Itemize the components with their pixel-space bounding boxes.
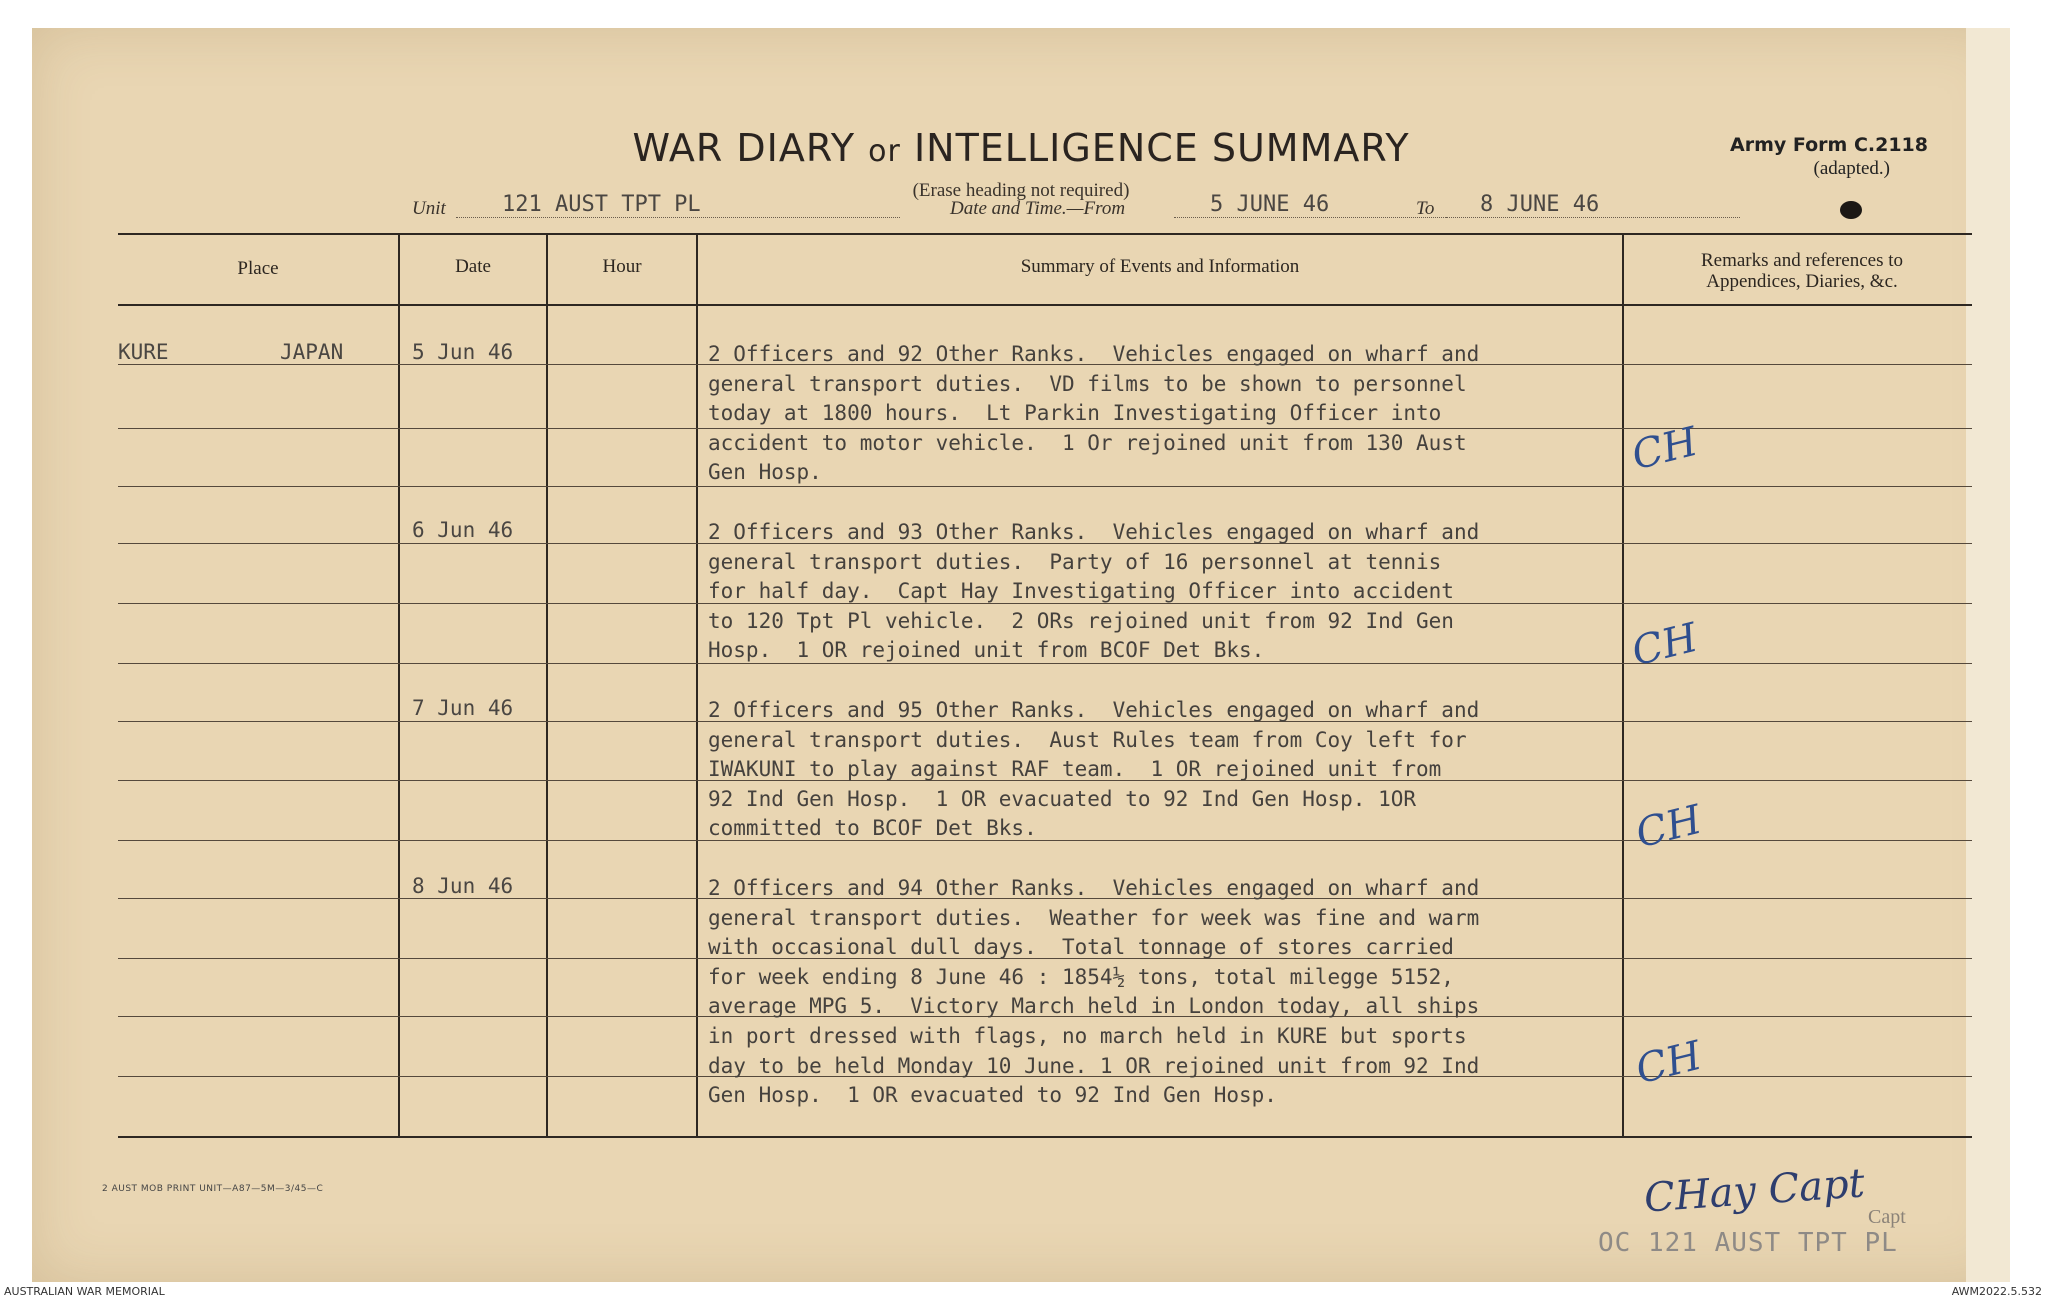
column-header-place: Place (237, 258, 279, 279)
subtitle: (Erase heading not required) (912, 180, 1130, 201)
rank-label: Capt (1868, 1206, 1906, 1228)
summary-line: committed to BCOF Det Bks. (708, 816, 1037, 841)
summary-line: Hosp. 1 OR rejoined unit from BCOF Det Bks. (708, 638, 1265, 663)
summary-line: general transport duties. Party of 16 personnel at tennis (708, 549, 1442, 574)
title-part1: WAR DIARY (632, 126, 856, 170)
summary-line: today at 1800 hours. Lt Parkin Investigating Officer into (708, 401, 1442, 426)
place-town: KURE (118, 340, 169, 364)
archive-reference: AWM2022.5.532 (1951, 1285, 2042, 1298)
army-form-label: Army Form C.2118 (1730, 134, 1928, 156)
summary-line: 2 Officers and 95 Other Ranks. Vehicles engaged on wharf and (708, 698, 1480, 722)
paper-edge (1966, 28, 2010, 1282)
summary-line: for week ending 8 June 46 : 1854½ tons, total milegge 5152, (708, 964, 1454, 989)
entry-date: 8 Jun 46 (412, 874, 514, 898)
column-header-remarks: Remarks and references to Appendices, Diaries, &c. (1700, 250, 1904, 292)
remarks-initials: CH (1631, 796, 1707, 858)
title-or: or (868, 134, 901, 169)
title-part2: INTELLIGENCE SUMMARY (913, 126, 1410, 170)
column-header-summary: Summary of Events and Information (1020, 256, 1300, 277)
summary-line: for half day. Capt Hay Investigating Officer into accident (708, 579, 1454, 604)
entry-date: 7 Jun 46 (412, 696, 514, 720)
column-header-date: Date (455, 256, 491, 277)
punch-hole (1840, 201, 1862, 219)
print-code: 2 AUST MOB PRINT UNIT—A87—5M—3/45—C (102, 1184, 324, 1194)
summary-line: Gen Hosp. 1 OR evacuated to 92 Ind Gen Hosp. (708, 1083, 1277, 1108)
summary-line: accident to motor vehicle. 1 Or rejoined unit from 130 Aust (708, 430, 1467, 455)
remarks-initials: CH (1627, 614, 1703, 676)
remarks-initials: CH (1631, 1032, 1707, 1094)
summary-line: day to be held Monday 10 June. 1 OR rejoined unit from 92 Ind (708, 1053, 1480, 1078)
divider-summary-remarks (1622, 233, 1624, 1138)
summary-line: 2 Officers and 92 Other Ranks. Vehicles engaged on wharf and (708, 342, 1480, 366)
unit-value: 121 AUST TPT PL (456, 192, 900, 218)
archive-credit: AUSTRALIAN WAR MEMORIAL (4, 1285, 165, 1298)
entry-summary (708, 696, 1479, 844)
divider-hour-summary (696, 233, 698, 1138)
summary-line: with occasional dull days. Total tonnage of stores carried (708, 935, 1454, 960)
table-top-rule (118, 233, 1972, 235)
summary-line: 92 Ind Gen Hosp. 1 OR evacuated to 92 Ind Gen Hosp. 1OR (708, 786, 1417, 811)
from-date-value: 5 JUNE 46 (1174, 192, 1450, 218)
summary-line: average MPG 5. Victory March held in London today, all ships (708, 994, 1480, 1019)
summary-line: general transport duties. Weather for week was fine and warm (708, 905, 1480, 930)
unit-stamp: OC 121 AUST TPT PL (1598, 1228, 1898, 1258)
table-bottom-rule (118, 1136, 1972, 1138)
war-diary-sheet (32, 28, 2010, 1282)
entry-date: 6 Jun 46 (412, 518, 514, 542)
summary-line: general transport duties. VD films to be shown to personnel (708, 371, 1467, 396)
summary-line: to 120 Tpt Pl vehicle. 2 ORs rejoined unit from 92 Ind Gen (708, 608, 1454, 633)
divider-place-date (398, 233, 400, 1138)
summary-line: Gen Hosp. (708, 460, 822, 485)
place-country: JAPAN (280, 340, 344, 364)
divider-date-hour (546, 233, 548, 1138)
column-header-hour: Hour (602, 256, 642, 277)
remarks-initials: CH (1627, 418, 1703, 480)
entry-summary (708, 340, 1479, 488)
date-time-label: Date and Time.—From (950, 198, 1126, 219)
entry-summary (708, 518, 1479, 666)
page-title (32, 126, 2010, 170)
to-date-value: 8 JUNE 46 (1446, 192, 1740, 218)
commanding-officer-signature: CHay Capt (1642, 1160, 1867, 1222)
summary-line: in port dressed with flags, no march held in KURE but sports (708, 1023, 1467, 1048)
summary-line: IWAKUNI to play against RAF team. 1 OR rejoined unit from (708, 757, 1442, 782)
entry-summary (708, 874, 1479, 1111)
summary-line: 2 Officers and 93 Other Ranks. Vehicles engaged on wharf and (708, 520, 1480, 544)
summary-line: general transport duties. Aust Rules team from Coy left for (708, 727, 1467, 752)
entry-date: 5 Jun 46 (412, 340, 514, 364)
to-label: To (1416, 198, 1435, 219)
summary-line: 2 Officers and 94 Other Ranks. Vehicles engaged on wharf and (708, 876, 1480, 900)
adapted-label: (adapted.) (1813, 158, 1890, 179)
unit-label: Unit (412, 198, 446, 219)
header-bottom-rule (118, 304, 1972, 306)
